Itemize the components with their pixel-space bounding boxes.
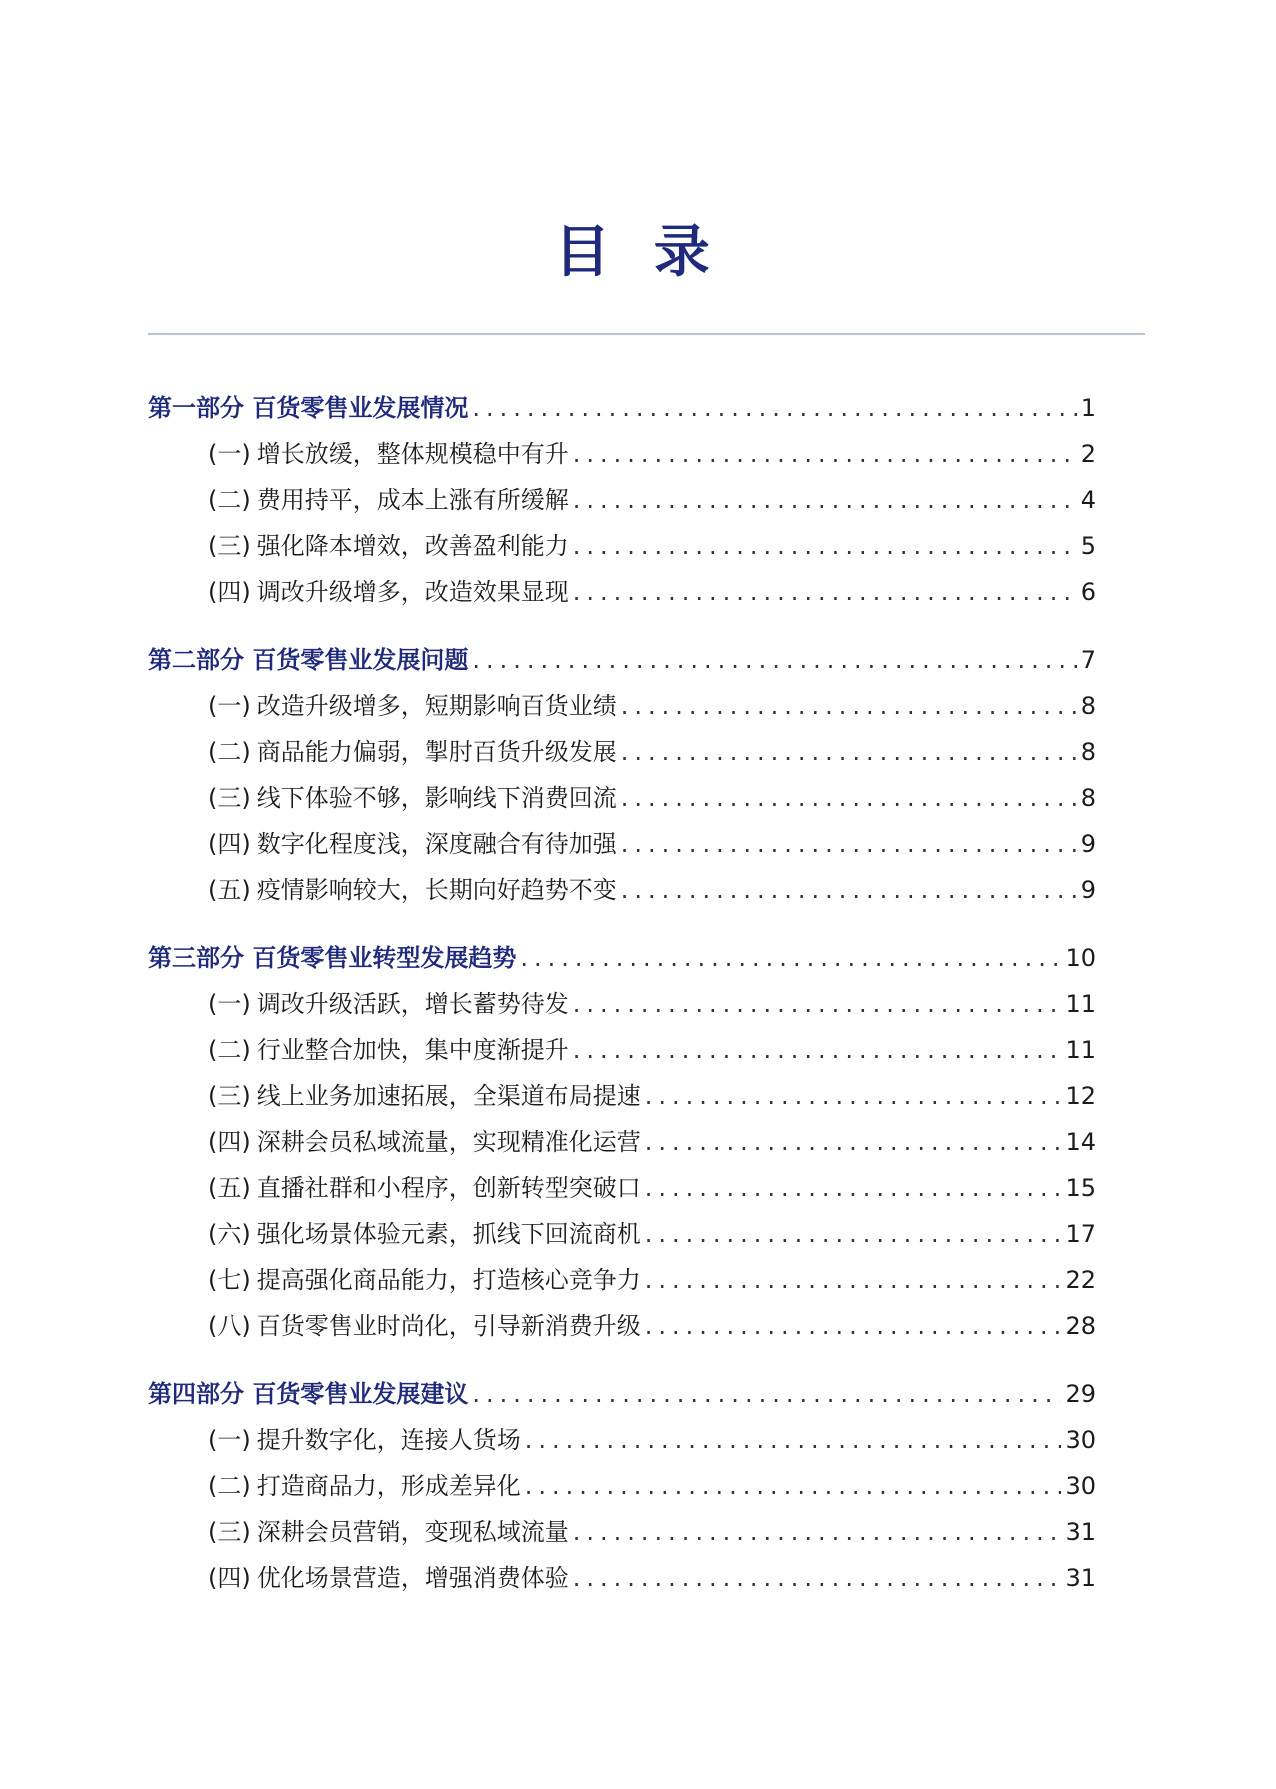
toc-entry-marker: (三) bbox=[208, 532, 251, 560]
toc-page-number: 28 bbox=[1065, 1312, 1096, 1340]
toc-dot-leader bbox=[472, 385, 1076, 431]
toc-entry[interactable] bbox=[148, 431, 1096, 477]
toc-entry-text: 调改升级活跃，增长蓄势待发 bbox=[256, 990, 569, 1018]
toc-page-number: 14 bbox=[1065, 1128, 1096, 1156]
toc-dot-leader bbox=[645, 1073, 1062, 1119]
toc-entry-text: 直播社群和小程序，创新转型突破口 bbox=[256, 1174, 641, 1202]
toc-entry[interactable] bbox=[148, 775, 1096, 821]
toc-entry-marker: (一) bbox=[208, 990, 251, 1018]
toc-entry-text: 费用持平，成本上涨有所缓解 bbox=[256, 486, 569, 514]
page-title: 目 录 bbox=[554, 220, 722, 285]
toc-dot-leader bbox=[472, 637, 1076, 683]
toc-dot-leader bbox=[621, 821, 1077, 867]
toc-entry[interactable] bbox=[148, 729, 1096, 775]
toc-dot-leader bbox=[573, 523, 1077, 569]
toc-part bbox=[148, 1371, 1096, 1601]
toc-page-number: 8 bbox=[1080, 692, 1096, 720]
toc-page-number: 30 bbox=[1065, 1426, 1096, 1454]
toc-entry-label bbox=[208, 1555, 569, 1601]
toc-page-number: 9 bbox=[1080, 830, 1096, 858]
toc-heading-text: 第四部分 百货零售业发展建议 bbox=[148, 1380, 469, 1408]
toc-entry-marker: (二) bbox=[208, 1472, 251, 1500]
toc-page-number: 11 bbox=[1065, 1036, 1096, 1064]
toc-entry[interactable] bbox=[148, 477, 1096, 523]
toc-page-number: 9 bbox=[1080, 876, 1096, 904]
toc-dot-leader bbox=[573, 1027, 1062, 1073]
toc-entry-marker: (三) bbox=[208, 1082, 251, 1110]
toc-part bbox=[148, 385, 1096, 615]
toc-dot-leader bbox=[573, 1555, 1062, 1601]
toc-entry-label bbox=[208, 1417, 521, 1463]
toc-entry-marker: (五) bbox=[208, 1174, 251, 1202]
toc-entry-marker: (二) bbox=[208, 486, 251, 514]
toc-entry[interactable] bbox=[148, 523, 1096, 569]
toc-entry-text: 优化场景营造，增强消费体验 bbox=[256, 1564, 569, 1592]
toc-dot-leader bbox=[621, 775, 1077, 821]
toc-page-number: 22 bbox=[1065, 1266, 1096, 1294]
toc-entry[interactable] bbox=[148, 1463, 1096, 1509]
toc-page-number: 6 bbox=[1080, 578, 1096, 606]
toc-entry[interactable] bbox=[148, 867, 1096, 913]
toc-page-number: 31 bbox=[1065, 1518, 1096, 1546]
toc-entry[interactable] bbox=[148, 569, 1096, 615]
toc-heading-text: 第二部分 百货零售业发展问题 bbox=[148, 646, 469, 674]
toc-page-number: 4 bbox=[1080, 486, 1096, 514]
toc-entry[interactable] bbox=[148, 1211, 1096, 1257]
toc-entry-text: 深耕会员私域流量，实现精准化运营 bbox=[256, 1128, 641, 1156]
toc-entry-label bbox=[208, 477, 569, 523]
toc-page-number: 15 bbox=[1065, 1174, 1096, 1202]
toc-dot-leader bbox=[525, 1417, 1062, 1463]
toc-entry-marker: (二) bbox=[208, 738, 251, 766]
toc-entry-label bbox=[208, 867, 617, 913]
toc-entry-label bbox=[208, 1027, 569, 1073]
toc-entry-marker: (一) bbox=[208, 1426, 251, 1454]
toc-entry-text: 线上业务加速拓展，全渠道布局提速 bbox=[256, 1082, 641, 1110]
toc-entry-marker: (一) bbox=[208, 692, 251, 720]
toc-entry-text: 百货零售业时尚化，引导新消费升级 bbox=[256, 1312, 641, 1340]
toc-entry-marker: (三) bbox=[208, 1518, 251, 1546]
toc-part-heading[interactable] bbox=[148, 1371, 1096, 1417]
toc-entry[interactable] bbox=[148, 683, 1096, 729]
toc-entry-label bbox=[208, 1257, 641, 1303]
toc-dot-leader bbox=[525, 1463, 1062, 1509]
toc-entry-marker: (六) bbox=[208, 1220, 251, 1248]
toc-entry-marker: (四) bbox=[208, 830, 251, 858]
toc-entry[interactable] bbox=[148, 1417, 1096, 1463]
toc-entry[interactable] bbox=[148, 1165, 1096, 1211]
toc-dot-leader bbox=[645, 1211, 1062, 1257]
toc-page-number: 29 bbox=[1065, 1380, 1096, 1408]
toc-entry[interactable] bbox=[148, 1257, 1096, 1303]
toc-dot-leader bbox=[645, 1119, 1062, 1165]
toc-page-number: 11 bbox=[1065, 990, 1096, 1018]
toc-entry-label bbox=[208, 981, 569, 1027]
toc-entry-text: 调改升级增多，改造效果显现 bbox=[256, 578, 569, 606]
toc-entry-label bbox=[208, 431, 569, 477]
toc-dot-leader bbox=[573, 981, 1062, 1027]
toc-entry-marker: (二) bbox=[208, 1036, 251, 1064]
toc-entry-label bbox=[208, 683, 617, 729]
toc-entry-text: 改造升级增多，短期影响百货业绩 bbox=[256, 692, 617, 720]
toc-entry-label bbox=[208, 1211, 641, 1257]
toc-entry-label bbox=[208, 821, 617, 867]
toc-dot-leader bbox=[621, 683, 1077, 729]
toc-dot-leader bbox=[573, 569, 1077, 615]
toc-entry-label bbox=[208, 1303, 641, 1349]
toc-entry-text: 数字化程度浅，深度融合有待加强 bbox=[256, 830, 617, 858]
toc-dot-leader bbox=[645, 1303, 1062, 1349]
toc-heading-text: 第三部分 百货零售业转型发展趋势 bbox=[148, 944, 517, 972]
toc-dot-leader bbox=[645, 1165, 1062, 1211]
toc-entry[interactable] bbox=[148, 821, 1096, 867]
toc-entry-marker: (五) bbox=[208, 876, 251, 904]
toc-entry[interactable] bbox=[148, 981, 1096, 1027]
toc-page-number: 2 bbox=[1080, 440, 1096, 468]
toc-dot-leader bbox=[573, 431, 1077, 477]
toc-entry-text: 强化场景体验元素，抓线下回流商机 bbox=[256, 1220, 641, 1248]
toc-entry-marker: (四) bbox=[208, 578, 251, 606]
toc-entry-text: 提高强化商品能力，打造核心竞争力 bbox=[256, 1266, 641, 1294]
toc-entry-text: 疫情影响较大，长期向好趋势不变 bbox=[256, 876, 617, 904]
toc-entry[interactable] bbox=[148, 1119, 1096, 1165]
toc-entry-text: 强化降本增效，改善盈利能力 bbox=[256, 532, 569, 560]
toc-entry-marker: (四) bbox=[208, 1128, 251, 1156]
toc-entry-text: 打造商品力，形成差异化 bbox=[256, 1472, 521, 1500]
toc-entry-text: 行业整合加快，集中度渐提升 bbox=[256, 1036, 569, 1064]
toc-page-number: 1 bbox=[1080, 394, 1096, 422]
toc-page-number: 7 bbox=[1080, 646, 1096, 674]
toc-entry-label bbox=[208, 729, 617, 775]
toc-entry[interactable] bbox=[148, 1555, 1096, 1601]
toc-entry-marker: (八) bbox=[208, 1312, 251, 1340]
toc-entry-label bbox=[208, 1509, 569, 1555]
toc-page-number: 12 bbox=[1065, 1082, 1096, 1110]
toc-entry-label bbox=[208, 1073, 641, 1119]
toc-entry-label bbox=[208, 1165, 641, 1211]
toc-entry-label bbox=[208, 1463, 521, 1509]
toc-entry-marker: (一) bbox=[208, 440, 251, 468]
toc-part-heading[interactable] bbox=[148, 637, 1096, 683]
toc-dot-leader bbox=[621, 729, 1077, 775]
toc-page-number: 17 bbox=[1065, 1220, 1096, 1248]
toc-entry[interactable] bbox=[148, 1303, 1096, 1349]
toc-part-heading[interactable] bbox=[148, 385, 1096, 431]
toc-entry-marker: (七) bbox=[208, 1266, 251, 1294]
toc-entry-text: 深耕会员营销，变现私域流量 bbox=[256, 1518, 569, 1546]
toc-page-number: 31 bbox=[1065, 1564, 1096, 1592]
toc-dot-leader bbox=[520, 935, 1061, 981]
toc-part bbox=[148, 935, 1096, 1349]
toc-part-heading[interactable] bbox=[148, 935, 1096, 981]
toc-entry-label bbox=[208, 523, 569, 569]
toc-entry-marker: (四) bbox=[208, 1564, 251, 1592]
toc-entry-marker: (三) bbox=[208, 784, 251, 812]
toc-page-number: 5 bbox=[1080, 532, 1096, 560]
toc-entry-text: 商品能力偏弱，掣肘百货升级发展 bbox=[256, 738, 617, 766]
toc-dot-leader bbox=[621, 867, 1077, 913]
toc-entry-label bbox=[208, 775, 617, 821]
table-of-contents bbox=[148, 385, 1096, 1623]
toc-entry-text: 提升数字化，连接人货场 bbox=[256, 1426, 521, 1454]
toc-entry-text: 线下体验不够，影响线下消费回流 bbox=[256, 784, 617, 812]
toc-entry[interactable] bbox=[148, 1027, 1096, 1073]
toc-page-number: 30 bbox=[1065, 1472, 1096, 1500]
toc-dot-leader bbox=[573, 1509, 1062, 1555]
toc-page-number: 8 bbox=[1080, 784, 1096, 812]
toc-dot-leader bbox=[645, 1257, 1062, 1303]
toc-part bbox=[148, 637, 1096, 913]
toc-entry[interactable] bbox=[148, 1509, 1096, 1555]
toc-entry[interactable] bbox=[148, 1073, 1096, 1119]
toc-page-number: 10 bbox=[1065, 944, 1096, 972]
title-divider bbox=[148, 333, 1145, 335]
toc-dot-leader bbox=[573, 477, 1077, 523]
toc-entry-label bbox=[208, 569, 569, 615]
toc-dot-leader bbox=[472, 1371, 1061, 1417]
toc-entry-label bbox=[208, 1119, 641, 1165]
toc-page-number: 8 bbox=[1080, 738, 1096, 766]
toc-entry-text: 增长放缓，整体规模稳中有升 bbox=[256, 440, 569, 468]
toc-heading-text: 第一部分 百货零售业发展情况 bbox=[148, 394, 469, 422]
